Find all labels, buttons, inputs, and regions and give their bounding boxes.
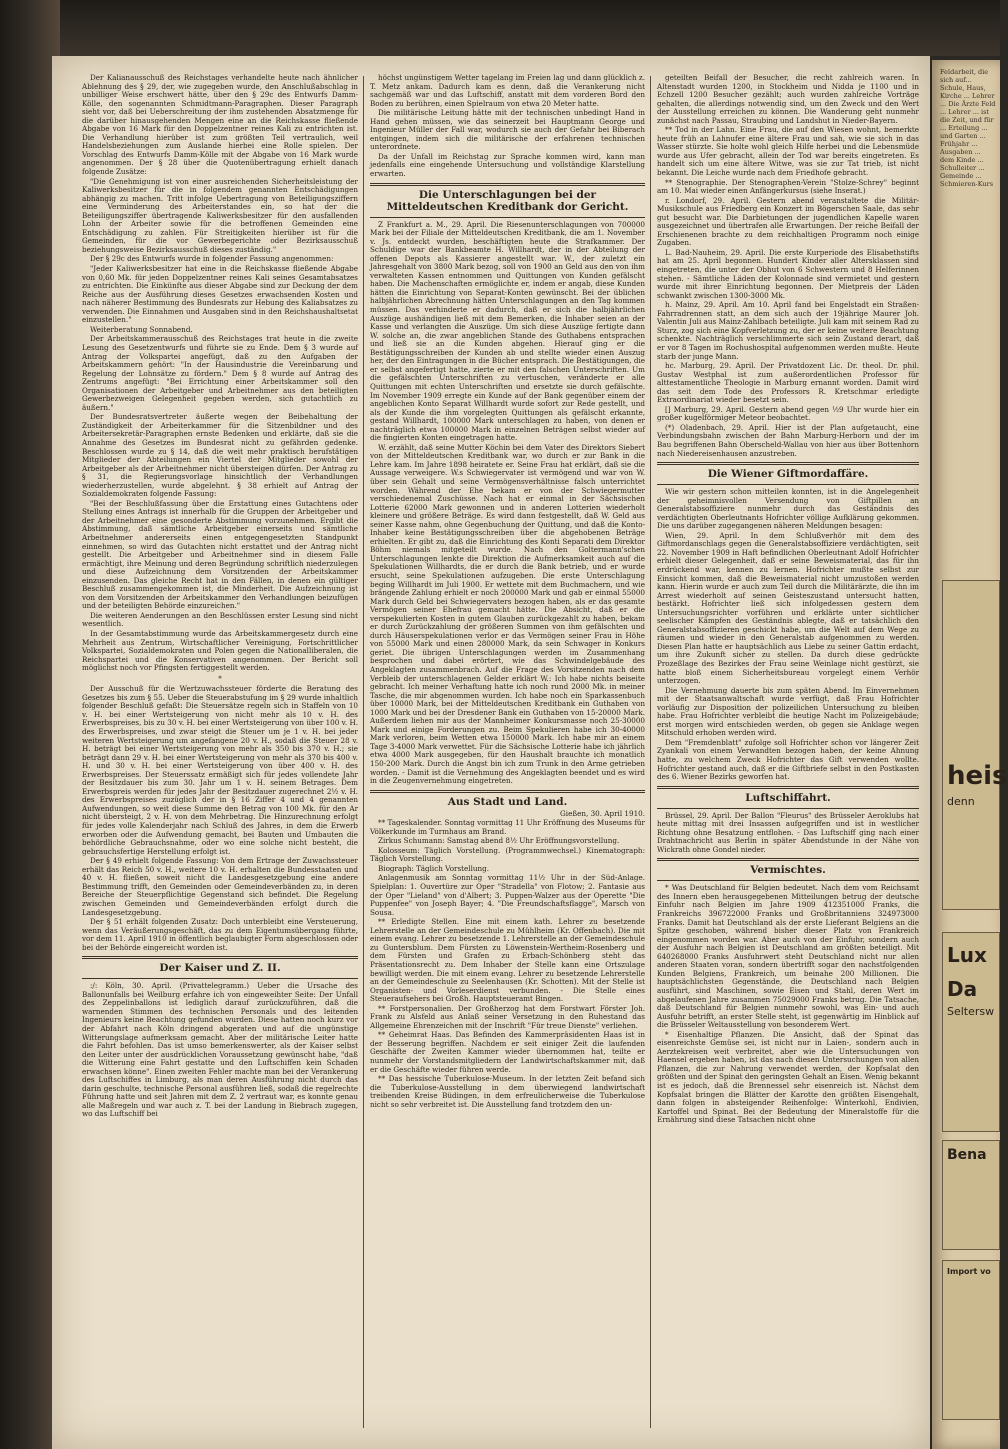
marburg-meteor: [] Marburg, 29. April. Gestern abend gegen ½9 Uhr wurde hier ein großer kugelförmiger Meteor beobachtet. — [657, 404, 919, 423]
z2-continued: höchst ungünstigem Wetter tagelang im Freien lag und dann glücklich z. T. Metz ankam. Dadurch kam es denn, daß die Verankerung nicht sachgemäß war und das Luftschiff, anstatt mit dem vorderen Bord den Boden zu berühren, einen Spielraum von etwa 20 Meter hatte. — [370, 73, 645, 108]
heading-rule — [657, 484, 919, 485]
luftschiff-bruessel: Brüssel, 29. April. Der Ballon "Fleurus" des Brüsseler Aeroklubs hat heute mittag mit drei Insassen aufgegriffen und ist in westlicher Richtung ohne Besatzung entflohen. - Das Luftschiff ging nach einer Drahtnachricht aus Berlin in später Abendstunde in der Nähe von Wickrath ohne Gondel nieder. — [657, 810, 919, 854]
heading-luftschiffahrt: Luftschiffahrt. — [745, 791, 831, 804]
scan-top-shadow — [52, 0, 1000, 56]
adjacent-ad-1-word: heis — [947, 761, 1008, 791]
stenographie: ** Stenographie. Der Stenographen-Verein "Stolze-Schrey" beginnt am 10. Mai wieder einen Anfängerkursus (siehe Inserat.) — [657, 177, 919, 196]
giftmord-fremdenblatt: Dem "Fremdenblatt" zufolge soll Hofrichter schon vor längerer Zeit Zyankali von einem Verwandten bezogen haben, der keine Ahnung hatte, zu welchem Zweck Hofrichter das Gift verwenden wollte. Hofrichter gestand auch, daß er die Giftbriefe selbst in den Postkasten des 6. Wiener Bezirks geworfen hat. — [657, 737, 919, 782]
section-rule — [370, 183, 645, 186]
bad-nauheim: L. Bad-Nauheim, 29. April. Die erste Kurperiode des Elisabethstifts hat am 25. April begonnen. Hundert Kinder aller Altersklassen sind eingetreten, die unter der Obhut von 6 Schwestern und 8 Helferinnen stehen. - Sämtliche Läden der Kolonnade sind vermietet und gestern wurde mit ihrer Einrichtung begonnen. Der Mietpreis der Läden schwankt zwischen 1300-3000 Mk. — [657, 247, 919, 300]
adjacent-ad-2-word: Lux — [947, 943, 987, 967]
wertzuwachs-49: Der § 49 erhielt folgende Fassung: Von dem Ertrage der Zuwachssteuer erhält das Reich 50 v. H., weitere 10 v. H. erhalten die Bundesstaaten und 40 v. H. fließen, soweit nicht die Landesgesetzgebung eine andere Bestimmung trifft, den Gemeinden oder Gemeindeverbänden zu, in deren Bereiche der Steuerpflichtige Gegenstand sich befindet. Die Regelung zwischen Gemeinden und Gemeindeverbänden erfolgt durch die Landesgesetzgebung. — [82, 856, 358, 917]
wertzuwachs-51: Der § 51 erhält folgenden Zusatz: Doch unterbleibt eine Versteuerung, wenn das Veräußerungsgeschäft, das zu dem Eigentumsübergang führte, vor dem 11. April 1910 in öffentlich beglaubigter Form abgeschlossen oder bei der Behörde eingereicht worden ist. — [82, 917, 358, 952]
gladenbach: (*) Oladenbach, 29. April. Hier ist der Plan aufgetaucht, eine Verbindungsbahn zwischen der Bahn Marburg-Herborn und der im Bau begriffenen Bahn Oberscheld-Wallau von hier aus über Bottenhorn nach Niedereisenhausen anzustreben. — [657, 422, 919, 458]
dateline-giessen: Gießen, 30. April 1910. — [560, 808, 645, 818]
arbeitskammer-38-text: "Bei der Beschlußfassung über die Erstattung eines Gutachtens oder Stellung eines Antrags ist innerhalb für die Gruppen der Arbeitgeber und der Arbeitnehmer eine gesonderte Abstimmung vorzunehmen. Ergibt die Abstimmung, daß sämtliche Arbeitgeber einerseits und sämtliche Arbeitnehmer andererseits einen entgegengesetzten Standpunkt einnehmen, so wird das Gutachten nicht erstattet und der Antrag nicht gestellt. Die Arbeitgeber und Arbeitnehmer sind in diesem Falle ermächtigt, ihre Meinung und deren Begründung schriftlich niederzulegen und diese Aufzeichnung dem Vorsitzenden der Arbeitskammer einzusenden. Das gleiche Recht hat in den Fällen, in denen ein gültiger Beschluß zusammengekommen ist, die Minderheit. Die Aufzeichnung ist von dem Vorsitzenden der Arbeitskammer den Verhandlungen beizufügen und der beteiligten Behörde einzureichen." — [82, 498, 358, 611]
article-wertzuwachssteuer: Der Ausschuß für die Wertzuwachssteuer förderte die Beratung des Gesetzes bis zum § 55. Ueber die Steuerabstufung im § 29 wurde inhaltlich folgender Beschluß gefaßt: Die Steuersätze regeln sich in Staffeln von 10 v. H. bei einer Wertsteigerung von nicht mehr als 10 v. H. des Erwerbspreises, bis zu 30 v. H. bei einer Wertsteigerung von über 100 v. H. des Erwerbspreises, und zwar steigt die Steuer um je 1 v. H. bei jeder weiteren Wertsteigerung um angefangene 20 v. H., sodaß die Steuer 28 v. H. beträgt bei einer Wertsteigerung von mehr als 350 bis 370 v. H.; sie beträgt dann 29 v. H. bei einer Wertsteigerung von mehr als 370 bis 400 v. H. und 30 v. H. bei einer Wertsteigerung von über 400 v. H. des Erwerbspreises. Der Steuerssatz ermäßigt sich für jedes vollendete Jahr der Besitzdauer bis zum 30. Jahr um 1 v. H. seinem Betrages. Dem Erwerbspreis werden für jedes Jahr der Besitzdauer zugerechnet 2½ v. H. des Erwerbspreises zuzüglich der in § 16 Ziffer 4 und 4 genannten Aufwendungen, so weit diese Summe den Betrag von 100 Mk. für den Ar nicht übersteigt, 2 v. H. von dem Mehrbetrag. Die Hinzurechnung erfolgt für jedes volle Kalenderjahr nach Schluß des Jahres, in dem die Erwerb erworben oder die Aufwendung gemacht, bei Bauten und Umbauten die behördliche Gebrauchsnahme, oder wo eine solche nicht besteht, die gebrauchsfertige Herstellung erfolgt ist. — [82, 684, 358, 856]
heading-wiener-giftmord: Die Wiener Giftmordaffäre. — [707, 468, 869, 481]
section-rule — [657, 462, 919, 465]
adjacent-page-text: Feldarbeit, die sich auf... Schule, Haus, Kirche ... Lehrer ... Die Ärzte Feld ... Lehrer ... ist die Zeit, und für ... Erteilung ... und Garten ... Frühjahr ... Ausgaben ... dem Kinde ... Schulleiter ... Gemeinde ... Schmieren-Kurs — [940, 68, 996, 188]
geheimrat-haas: ** Geheimrat Haas. Das Befinden des Kammerpräsidenten Haas ist in der Besserung begriffen. Nachdem er seit einiger Zeit die laufenden Geschäfte der Zweiten Kammer wieder übernommen hat, teilte er nunmehr der Vorstandsmitgliedern der Landwirtschaftskammer mit, daß er die Geschäfte wieder führen werde. — [370, 1030, 645, 1074]
heading-rule — [657, 880, 919, 881]
heading-stadt-und-land: Aus Stadt und Land. — [447, 795, 568, 808]
column-1 — [82, 74, 358, 1434]
article-arbeitskammer: Der Arbeitskammerausschuß des Reichstages trat heute in die zweite Lesung des Gesetzentwurfs und führte sie zu Ende. Dem § 3 wurde auf Antrag der Volkspartei angefügt, daß zu den Aufgaben der Arbeitskammern gehört: "In der Hausindustrie die Vereinbarung und Regelung der Lohnsätze zu fördern." Dem § 8 wurde auf Antrag des Zentrums angefügt: "Bei Errichtung einer Arbeitskammer soll den Organisationen der Arbeitgeber und Arbeitnehmer aus den beteiligten Gewerbezweigen Gelegenheit gegeben werden, sich gutachtlich zu äußern." — [82, 334, 358, 412]
giftmord-intro: Wie wir gestern schon mitteilen konnten, ist in die Angelegenheit der geheimnisvollen Versendung von Giftpillen an Generalstabsoffiziere nunmehr durch das Geständnis des verdächtigten Oberleutnants Hofrichter völlige Aufklärung gekommen. Die uns darüber zugegangenen näheren Meldungen besagen: — [657, 487, 919, 531]
article-unterschlagungen: Z Frankfurt a. M., 29. April. Die Riesenunterschlagungen von 700000 Mark bei der Filiale der Mitteldeutschen Kreditbank, die am 1. November v. Js. entdeckt wurden, beschäftigten heute die Strafkammer. Der Schuldige war der Bankbeamte H. Willhardt, der in der Abteilung der offenen Depots als Kassierer angestellt war. W., der zuletzt ein Jahresgehalt von 3800 Mark bezog, soll von 1900 an Geld aus den von ihm verwalteten Kassen entnommen und Quittungen von Kunden gefälscht haben. Die Machenschaften ermöglichte er, indem er angab, diese Kunden hätten die Einrichtung von Separat-Konten gewünscht. Bei der üblichen halbjährlichen Abrechnung hätten Unterschlagungen an den Tag kommen müssen. Das verhinderte er dadurch, daß er sich die halbjährlichen Auszüge aushändigen ließ mit dem Bemerken, die Inhaber seien an der Kasse und verlangten die Auszüge. Um sich diese Auszüge fertigte dann W. solche an, die zwar angeblichen Stande des Guthabens entsprachen und ließ sie an die Kunden abgehen. Hierauf ging er die Bestätigungsschreiben der Kunden ab und stellte wieder einen Auszug her, der den Eintragungen in die Bücher entsprach. Die Bestätigungen, die er selbst angefertigt hatte, zierte er mit den falschen Unterschriften. Um die gefälschten Unterschriften zu vertuschen, veränderte er alle Quittungen mit echten Unterschriften und ersetzte sie durch gefälschte. Im November 1909 erregte ein Kunde auf der Bank gegenüber einem der angeblichen Konto Separat Willhardt wurde sofort zur Rede gestellt, und als der Kunde die ihm vorgelegten Quittungen als gefälscht erkannte, gestand Willhardt, 100000 Mark unterschlagen zu haben, von denen er nachträglich etwa 100000 Mark in einzelnen Beträgen selbst wieder auf die fingierten Konten eingetragen hatte. — [370, 219, 645, 443]
zirkus-schumann: Zirkus Schumann: Samstag abend 8½ Uhr Eröffnungsvorstellung. — [378, 836, 620, 846]
tuberkulose-continued: geteilten Beifall der Besucher, die recht zahlreich waren. In Altenstadt wurden 1200, in Stockheim und Nidda je 1100 und in Echzell 1200 Besucher gezählt; auch wurden zahlreiche Vorträge gehalten, die allerdings notwendig sind, um den Zweck und den Wert der Ausstellung erreichen zu können. Die Wanderung geht nunmehr zunächst nach Passau, Straubing und Landshut in Nieder-Bayern. — [657, 73, 919, 125]
section-rule — [370, 790, 645, 793]
newspaper-page — [52, 56, 930, 1449]
unterschlagungen-vernehmung: W. erzählt, daß seine Mutter Köchin bei dem Vater des Direktors Siebert von der Mitteldeutschen Kreditbank war, wo durch er zur Bank in die Lehre kam. Im Jahre 1898 heiratete er. Seine Frau hat erklärt, daß sie die Aussage verweigere. W.s Schwiegervater ist vermögend und war von W. über sein Gehalt und seine Vermögensverhältnisse falsch unterrichtet worden. Während der Ehe bekam er von der Schwiegermutter verschiedenemal Zuschüsse. Nach hat er einmal in der Sächsischen Lotterie 62000 Mark gewonnen und in anderen Lotterien wiederholt kleinere und größere Beträge. Es wird dann festgestellt, daß W. Geld aus seiner Kasse nahm, ohne Gegenbuchung der Quittung, und daß die Konto-Inhaber keine Bestätigungsschreiben über die abgehobenen Beträge erhielten. Er gibt zu, daß die Einrichtung des Konti Separati dem Direktor Böhm niemals mitgeteilt wurde. Nach den Goltermann'schen Unterschlagungen lenkte die Direktion die Aufmerksamkeit auch auf die Spekulationen Willhardts, die er durch die Bank betrieb, und er wurde ersucht, seine Spekulationen aufzugeben. Die erste Unterschlagung beging Willhardt im Juli 1900. Er wettete mit dem Buchmachern, und wie brängende Zahlung erhielt er noch 200000 Mark und gab er einmal 55000 Mark durch Geld bei Schwiegervaters bezogen haben, als er das gesamte Vermögen seiner Ehefrau gemacht hätte. Die Absicht, daß er die verspekulierten Kosten in gutem Glauben zurückgezahlt zu haben, bekam er durch Zurückzahlung der größeren Summen von ihm gefälschten und durch Häuserspekulationen verlor er das Vermögen seiner Frau in Höhe von 55000 Mark und einen 280000 Mark, da sein Schwager in Konkurs geriet. Die übrigen Unterschlagungen werden im Zusammenhang besprochen und dabei erörtert, wie das Schwindelgebäude des Angeklagten zusammenbrach. Auf die Frage des Vorsitzenden nach dem Verbleib der unterschlagenen Gelder erklärt W.: Ich habe nichts beiseite gebracht. Ich meiner Verhaftung hatte ich noch rund 2000 Mk. in meiner Tasche, die mir abgenommen wurden. Ich habe noch ein Sparkassenbuch über 10000 Mark, bei der Mitteldeutschen Kreditbank ein Guthaben von 1000 Mark und bei der Dresdener Bank ein Guthaben von 15-20000 Mark. Außerdem liehen mir aus der Mannheimer Konkursmasse noch 25-30000 Mark und einige Forderungen zu. Beim Spekulieren habe ich 30-40000 Mark verloren, beim Wetten etwa 150000 Mark. Ich habe mir an einem Tage 3-4000 Mark verwettet. Für die Sächsische Lotterie habe ich jährlich etwa 4000 Mark ausgegeben, für den Haushalt brauchte ich monatlich 150-200 Mark. Durch die Angst bin ich zum Trunk in den Arme getrieben worden. - Damit ist die Vernehmung des Angeklagten beendet und es wird in die Zeugenvernehmung eingetreten. — [370, 442, 645, 786]
tuberkulose-museum: ** Das hessische Tuberkulose-Museum. In der letzten Zeit befand sich die Tuberkulose-Ausstellung in dem überwiegend landwirtschaft treibenden Kreise Büdingen, in dem erfreulicherweise die Tuberkulose nicht so sehr verbreitet ist. Die Ausstellung fand trotzdem den un- — [370, 1074, 645, 1109]
arbeitskammer-bundesrat: Der Bundesratsvertreter äußerte wegen der Beibehaltung der Zuständigkeit der Arbeiterkammer für die Sitzenbildner und des Arbeitersekretär-Paragraphen ernste Bedenken und erklärte, daß sie die Annahme des Gesetzes im Bundesrat nicht zu gefährden gedenke. Beschlossen wurde zu § 14, daß die weit mehr praktisch berufstätigen Mitglieder der Abteilungen ein Viertel der Mitglieder sowohl der Arbeitgeber als der Arbeitnehmer nicht übersteigen dürfen. Der Antrag zu § 31, die Regierungsvorlage hinsichtlich der Verhandlungen wiederherzustellen, wurde abgelehnt. § 38 erhielt auf Antrag der Sozialdemokraten folgende Fassung: — [82, 412, 358, 499]
tageskalender: ** Tageskalender. Sonntag vormittag 11 Uhr Eröffnung des Museums für Völkerkunde im Turmhaus am Brand. — [370, 818, 645, 836]
adjacent-ad-2 — [942, 932, 1000, 1132]
z2-militaerische-leitung: Die militärische Leitung hätte mit der technischen unbedingt Hand in Hand gehen müssen, wie das seinerzeit bei Hauptmann George und Ingenieur Müller der Fall war, wodurch sie auch der Gefahr bei Biberach entgingen, indem sich die militärische der erfahrenen technischen unterordnete. — [370, 108, 645, 152]
eisenhaltige-pflanzen: * Eisenhaltige Pflanzen. Die Ansicht, daß der Spinat das eisenreichste Gemüse sei, ist nicht nur in Laien-, sondern auch in Aerztekreisen weit verbreitet, aber wie die Untersuchungen von Haensel ergeben haben, ist das nach diesen Untersuchungen von allen Pflanzen, die zur Nahrung verwendet werden, der Kopfsalat den größten und der Spinat den geringsten Gehalt an Eisen. Wenig bekannt ist es jedoch, daß die Brennessel sehr eisenreich ist. Nächst dem Kopfsalat bringen die Blätter der Karotte den größten Eisengehalt, dann folgen in absteigender Reihenfolge: Winterkohl, Endivien, Kartoffel und Spinat. Bei der Bedeutung der Mineralstoffe für die Ernährung sind diese Tatsachen nicht ohne — [657, 1029, 919, 1125]
adjacent-ad-4 — [942, 1260, 1000, 1420]
adjacent-ad-4-word: Import vo — [947, 1267, 991, 1276]
londorf: r. Londorf, 29. April. Gestern abend veranstaltete die Militär-Musikschule aus Friedberg ein Konzert im Bögerschen Saale, das sehr gut besucht war. Die Darbietungen der jugendlichen Kapelle waren ausgezeichnet und übertrafen alle Erwartungen. Der reiche Beifall der Erschienenen brachte zu dem reichhaltigen Programm noch einige Zugaben. — [657, 195, 919, 248]
adjacent-page-edge — [932, 60, 1008, 1449]
adjacent-ad-3 — [942, 1140, 1000, 1250]
kali-29c-intro: Der § 29c des Entwurfs wurde in folgender Fassung angenommen: — [90, 254, 334, 264]
column-3 — [657, 74, 919, 1434]
column-rule-1 — [363, 76, 364, 1428]
heading-unterschlagungen: Die Unterschlagungen bei der Mitteldeutschen Kreditbank dor Gericht. — [386, 188, 629, 213]
giftmord-wien: Wien, 29. April. In dem Schlußverhör mit dem des Giftmordanschlags gegen die Generalstabsoffiziere verdächtigten, seit 22. November 1909 in Haft befindlichen Oberleutnant Adolf Hofrichter erhielt dieser Gelegenheit, daß er seine Beweismaterial, das für ihn erdrückend war, kennen zu lernen. Hofrichter mußte selbst zur Einsicht kommen, daß die Beweismaterial nicht umzustoßen werden kann. Hierin wurde er auch zum Teil durch die Militärärzte, die ihn im Arrest wiederholt auf seinen Geisteszustand untersucht hatten, bestärkt. Hofrichter ließ sich infolgedessen gestern dem Untersuchungsrichter vorführen und erklärte unter sichtlicher seelischer Kämpfen des Geständnis ablegte, daß er tatsächlich den Generalstabsoffizieren geschickt habe, um die Welt auf dem Wege zu räumen und wieder in den Generalstab aufgenommen zu werden. Diesen Plan hatte er hauptsächlich aus Liebe zu seiner Gattin erdacht, um ihre Zukunft sicher zu stellen. Da durch diese gedrückte Prozeßlage des Bezirkes der Frau seine Weinlage nicht gestürzt, sie hatte bloß einem Sicherheitsbureau vorgelegt einem Verhör unterzogen. — [657, 530, 919, 686]
arbeitskammer-abstimmung: In der Gesamtabstimmung wurde das Arbeitskammergesetz durch eine Mehrheit aus Zentrum, Wirtschaftlicher Vereinigung, Fortschrittlicher Volkspartei, Sozialdemokraten und Polen gegen die Nationalliberalen, die Reichspartei und die Konservativen angenommen. Der Bericht soll möglichst noch vor Pfingsten fertiggestellt werden. — [82, 629, 358, 673]
adjacent-ad-2-sub: Da — [947, 977, 978, 1001]
kali-29c-text: "Jeder Kaliwerksbesitzer hat eine in die Reichskasse fließende Abgabe von 0,60 Mk. für jeden Doppelzentner reines Kali seines Gesamtabsatzes zu entrichten. Die Einkünfte aus dieser Abgabe sind zur Deckung der dem Reiche aus der Ausführung dieses Gesetzes erwachsenden Kosten und nach näherer Bestimmung des Bundesrats zur Hebung des Kaliabsatzes zu verwenden. Die Einnahmen und Ausgaben sind in den Reichshaushaltsetat einzustellen." — [82, 264, 358, 325]
z2-reichstag: Da der Unfall im Reichstag zur Sprache kommen wird, kann man jedenfalls eine eingehende Untersuchung und vollständige Klarstellung erwarten. — [370, 151, 645, 179]
arbeitskammer-aenderungen: Die weiteren Aenderungen an den Beschlüssen erster Lesung sind nicht wesentlich. — [82, 610, 358, 629]
scan-left-shadow — [0, 0, 60, 1449]
biograph: Biograph: Täglich Vorstellung. — [378, 863, 490, 873]
section-rule — [82, 956, 358, 959]
deutschland-belgien: * Was Deutschland für Belgien bedeutet. Nach dem vom Reichsamt des Innern eben herausgegebenen Mitteilungen betrug der deutsche Einfuhr nach Belgien im Jahre 1909 412351000 Franks, die Frankreichs 396722000 Franks und Großbritanniens 324973000 Franks. Damit hat Deutschland als der erste Lieferant Belgiens an die Spitze geschoben, während bisher dieser Platz von Frankreich eingenommen worden war. Aber auch von der Einfuhr, sondern auch der Ausfuhr nach Belgien ist Deutschland am größten beteiligt. Mit 640268000 Franks Ausfuhrwert steht Deutschland nicht nur allen anderen Staaten voran, sondern übertrifft sogar den nachstfolgenden Kunden Belgiens, Frankreich, um beinahe 200 Millionen. Die hauptsächlichsten Gegenstände, die Deutschland nach Belgien ausführt, sind Maschinen, sowie Eisen und Stahl, deren Wert im abgelaufenen Jahre zusammen 75029000 Franks betrug. Die Tatsache, daß Deutschland für Belgien nunmehr sowohl, was Ein- und auch Ausfuhr betrifft, an erster Stelle steht, ist gegenwärtig im Hinblick auf die Brüsseler Weltausstellung von besonderem Wert. — [657, 883, 919, 1030]
heading-vermischtes: Vermischtes. — [750, 864, 826, 877]
kali-quote-zusatz: "Die Genehmigung ist von einer ausreichenden Sicherheitsleistung der Kaliwerksbesitzer für die in folgendem genannten Entschädigungen abhängig zu machen. Tritt infolge Uebertragung von Beteiligungsziffern eine Verminderung des Arbeiterstandes ein, so hat der die Beteiligungsziffer übertragende Kaliwerksbesitzer für den ausfallenden Lohn der Arbeiter sowie für die betroffenen Gemeinden eine Entschädigung zu zahlen. Für Streitigkeiten hierüber ist für die Gemeinden, für die vor Gewerbegerichte oder Bezirksausschuß beziehungsweise Bezirksausschuß dieses zuständig." — [82, 176, 358, 254]
erledigte-stellen: ** Erledigte Stellen. Eine mit einem kath. Lehrer zu besetzende Lehrerstelle an der Gemeindeschule zu Mühlheim (Kr. Offenbach). Die mit einem evang. Lehrer zu besetzende 1. Lehrerstelle an der Gemeindeschule zu Guntersblum. Dem Fürsten zu Löwenstein-Wertheim-Rosenberg und dem Fürsten und Grafen zu Erbach-Schönberg steht das Präsentationsrecht zu. Dem Inhaber der Stelle kann eine Ortszulage bewilligt werden. Die mit einem evang. Lehrer zu besetzende Lehrerstelle an der Gemeindeschule zu Seelenhausen (Kr. Schotten). Mit der Stelle ist Organisten- und Vorleserdienst verbunden. - Die Stelle eines Steueraufsehers bei Großh. Hauptsteueramt Bingen. — [370, 917, 645, 1004]
star-separator: * — [218, 674, 222, 683]
article-kali-ausschuss: Der Kalianausschuß des Reichstages verhandelte heute nach ähnlicher Ablehnung des § 29, der, wie zugegeben wurde, den Anschlußabschlag in unbilliger Weise erschwert hätte, über den § 29c des Entwurfs Damm-Kölle, den sogenannten Schmidtmann-Paragraphen. Dieser Paragraph sieht vor, daß bei Ueberschreitung der ihm zustehenden Absatzmenge für die darüber hinausgehenden Mengen eine an die Reichskasse fließende Abgabe von 16 Mark für den Doppelzentner reines Kali zu entrichten ist. Die Verhandlung hierüber ist zum größten Teil vertraulich, weil Handelsbeziehungen zum Auslande hierbei eine Rolle spielen. Der Vorschlag des Entwurfs Damm-Kölle mit der Abgabe von 16 Mark wurde angenommen. Der § 28 über die Quotenübertragung erhielt danach folgende Zusätze: — [82, 73, 358, 177]
heading-rule — [370, 217, 645, 218]
kolosseum: Kolosseum: Täglich Vorstellung. (Programmwechsel.) Kinematograph: Täglich Vorstellung. — [370, 845, 645, 864]
adjacent-ad-1 — [942, 580, 1008, 910]
heading-kaiser-z2: Der Kaiser und Z. II. — [159, 962, 281, 975]
forstpersonalien: ** Forstpersonalien. Der Großherzog hat dem Forstwart Förster Joh. Frank zu Alsfeld aus Anlaß seiner Versetzung in den Ruhestand das Allgemeine Ehrenzeichen mit der Inschrift "Für treue Dienste" verliehen. — [370, 1003, 645, 1030]
kali-weiterberatung: Weiterberatung Sonnabend. — [90, 324, 193, 334]
adjacent-ad-2-small: Seltersw — [947, 1005, 995, 1018]
heading-rule — [82, 978, 358, 979]
section-rule — [657, 858, 919, 861]
marburg-professor: hc. Marburg, 29. April. Der Privatdozent Lic. Dr. theol. Dr. phil. Gustav Westphal ist zum außerordentlichen Professor für alttestamentliche Theologie in Marburg ernannt worden. Damit wird das seit dem Tode des Professors R. Kretschmar erledigte Extraordinariat wieder besetzt sein. — [657, 361, 919, 405]
tod-in-der-lahn: ** Tod in der Lahn. Eine Frau, die auf den Wiesen wohnt, bemerkte heute früh an Lahnufer eine ältere Frau und sah, wie sie sich in das Wasser stürzte. Sie holte wohl gleich Hilfe herbei und die Lebensmüde wurde aus Ufer gebracht, allein der Tod war bereits eingetreten. Es handelt sich um eine ältere Witwe, was sie zur Tat trieb, ist nicht bekannt. Die Leiche wurde nach dem Friedhofe gebracht. — [657, 125, 919, 178]
column-rule-2 — [650, 76, 651, 1428]
giftmord-vernehmung: Die Vernehmung dauerte bis zum späten Abend. Im Einvernehmen mit der Staatsanwaltschaft wurde verfügt, daß Frau Hofrichter vorläufig zur Disposition der polizeilichen Untersuchung zu bleiben habe. Frau Hofrichter verbleibt die heutige Nacht im Polizeigebäude; erst morgen wird entschieden werden, ob gegen sie Anklage wegen Mitschuld erhoben werden wird. — [657, 685, 919, 738]
adjacent-ad-1-sub: denn — [947, 795, 975, 808]
adjacent-ad-3-word: Bena — [947, 1147, 987, 1163]
section-rule — [657, 786, 919, 789]
article-kaiser-z2: :/: Köln, 30. April. (Privattelegramm.) Ueber die Ursache des Ballonunfalls bei Weilburg erfahre ich von eingeweihter Seite: Der Unfall des Zeppelinballons ist lediglich darauf zurückzuführen, daß die warnenden Stimmen des technischen Personals und des leitenden Ingenieurs keine Beachtung gefunden wurden. Diese hatten noch kurz vor der Abfahrt nach Köln dringend abgeraten und auf die ungünstige Witterungslage aufmerksam gemacht. Aber der militärische Leiter hatte die Fahrt befohlen. Das ist umso bemerkenswerter, als der Kaiser selbst den Leiter unter der ausdrücklichen Voraussetzung gewünscht habe, "daß die Witterung eine Fahrt gestatte und den Luftschiffen kein Schaden erwachsen könne". Einen zweiten Fehler machte man bei der Verankerung des Luftschiffes in Limburg, als man deren Ausführung nicht durch das darin geschulte, technische Personal ausführen ließ, sodaß die regelrechte Führung hatte und seit Jahren mit dem Z. 2 vertraut war, es konnte genau alle Maßregeln und war auch z. T. bei der Landung in Biebrach zugegen, wo das Luftschiff bei — [82, 981, 358, 1119]
column-2 — [370, 74, 645, 1434]
anlagenmusik: Anlagenmusik am Sonntag vormittag 11½ Uhr in der Süd-Anlage. Spielplan: 1. Ouvertüre zur Oper "Stradella" von Flotow; 2. Fantasie aus der Oper "Lieland" von d'Albert; 3. Puppen-Walzer aus der Operette "Die Puppenfee" von Joseph Bayer; 4. "Die Freundschaftsflagge", Marsch von Sousa. — [370, 873, 645, 917]
mainz: h. Mainz, 29. April. Am 10. April fand bei Engelstadt ein Straßen-Fahrradrennen statt, an dem sich auch der 19jährige Maurer Joh. Valentin Juli aus Mainz-Zahlbach beteiligte. Juli kam mit seinem Rad zu Sturz, zog sich eine Kopfverletzung zu, der er keine weitere Beachtung schenkte. Nachträglich verschlimmerte sich sein Zustand derart, daß er vor 8 Tagen im Rochushospital aufgenommen werden mußte. Heute starb der junge Mann. — [657, 300, 919, 361]
heading-rule — [657, 808, 919, 809]
